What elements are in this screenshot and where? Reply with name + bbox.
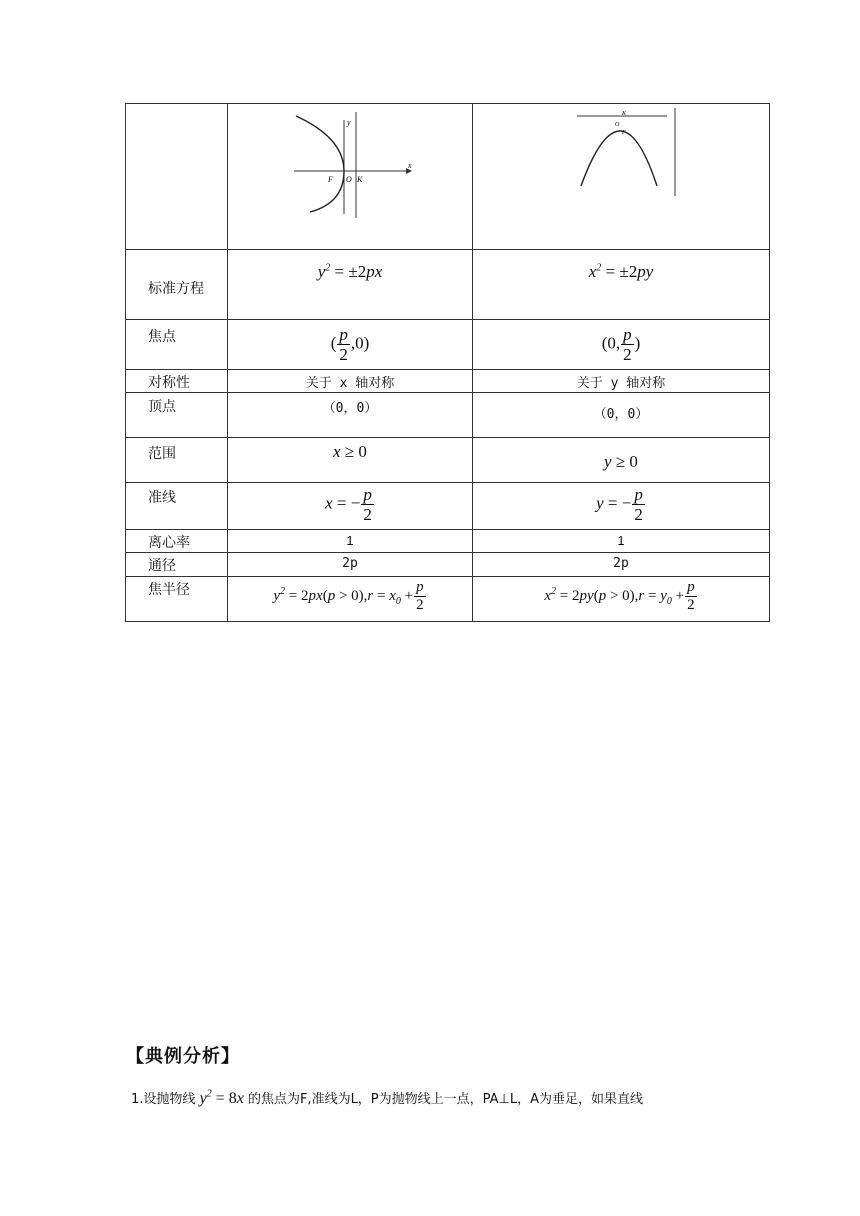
label-F: F <box>328 175 333 184</box>
parabola-curve <box>296 116 344 212</box>
standard-equation-left: $y^2 = \pm 2px$ <box>228 250 473 320</box>
row-label-range: 范围 <box>126 438 228 483</box>
latus-rectum-right: 2p <box>473 553 770 577</box>
focal-radius-right: $x^2 = 2py(p > 0),r = y_0$ + $\frac{p}{2}$ <box>473 577 770 622</box>
eccentricity-left: 1 <box>228 530 473 553</box>
problem-number: 1. <box>131 1092 144 1107</box>
directrix-left: x = − $\frac{p}{2}$ <box>228 483 473 530</box>
focus-left: ( $\frac{p}{2}$ ,0) <box>228 320 473 370</box>
row-label-latus-rectum: 通径 <box>126 553 228 577</box>
directrix-right: y = − $\frac{p}{2}$ <box>473 483 770 530</box>
problem-1 <box>131 1088 643 1108</box>
vertex-right: （0，0） <box>473 393 770 438</box>
figure-left-cell <box>228 104 473 250</box>
label-y: y <box>347 118 351 127</box>
row-label-standard-equation: 标准方程 <box>126 250 228 320</box>
row-label-vertex: 顶点 <box>126 393 228 438</box>
parabola-properties-table <box>125 103 770 622</box>
range-left: x ≥ 0 <box>228 438 473 483</box>
parabola-curve <box>581 131 657 186</box>
problem-equation: $y^2 = 8x$ <box>199 1088 244 1107</box>
label-K: K <box>622 111 627 117</box>
figure-right-cell <box>473 104 770 250</box>
row-label-focal-radius: 焦半径 <box>126 577 228 622</box>
problem-text-before: 设抛物线 <box>143 1092 196 1107</box>
label-O: O <box>346 175 352 184</box>
label-F: F <box>622 130 626 136</box>
vertex-left: （0，0） <box>228 393 473 438</box>
parabola-left-figure <box>290 108 420 218</box>
row-label-symmetry: 对称性 <box>126 370 228 393</box>
standard-equation-right: $x^2 = \pm 2py$ <box>473 250 770 320</box>
symmetry-right: 关于 y 轴对称 <box>473 370 770 393</box>
parabola-right-figure <box>571 106 711 206</box>
label-O: O <box>615 122 620 128</box>
range-right: y ≥ 0 <box>473 438 770 483</box>
label-x: x <box>408 161 412 170</box>
section-heading: 【典例分析】 <box>126 1046 240 1067</box>
row-label-focus: 焦点 <box>126 320 228 370</box>
latus-rectum-left: 2p <box>228 553 473 577</box>
figure-row-empty-cell <box>126 104 228 250</box>
focal-radius-left: $y^2 = 2px(p > 0),r = x_0$ + $\frac{p}{2}$ <box>228 577 473 622</box>
symmetry-left: 关于 x 轴对称 <box>228 370 473 393</box>
row-label-directrix: 准线 <box>126 483 228 530</box>
focus-right: (0, $\frac{p}{2}$ ) <box>473 320 770 370</box>
problem-text-after: 的焦点为F,准线为L，P为抛物线上一点，PA⊥L，A为垂足，如果直线 <box>247 1092 644 1107</box>
label-K: K <box>357 175 363 184</box>
eccentricity-right: 1 <box>473 530 770 553</box>
row-label-eccentricity: 离心率 <box>126 530 228 553</box>
